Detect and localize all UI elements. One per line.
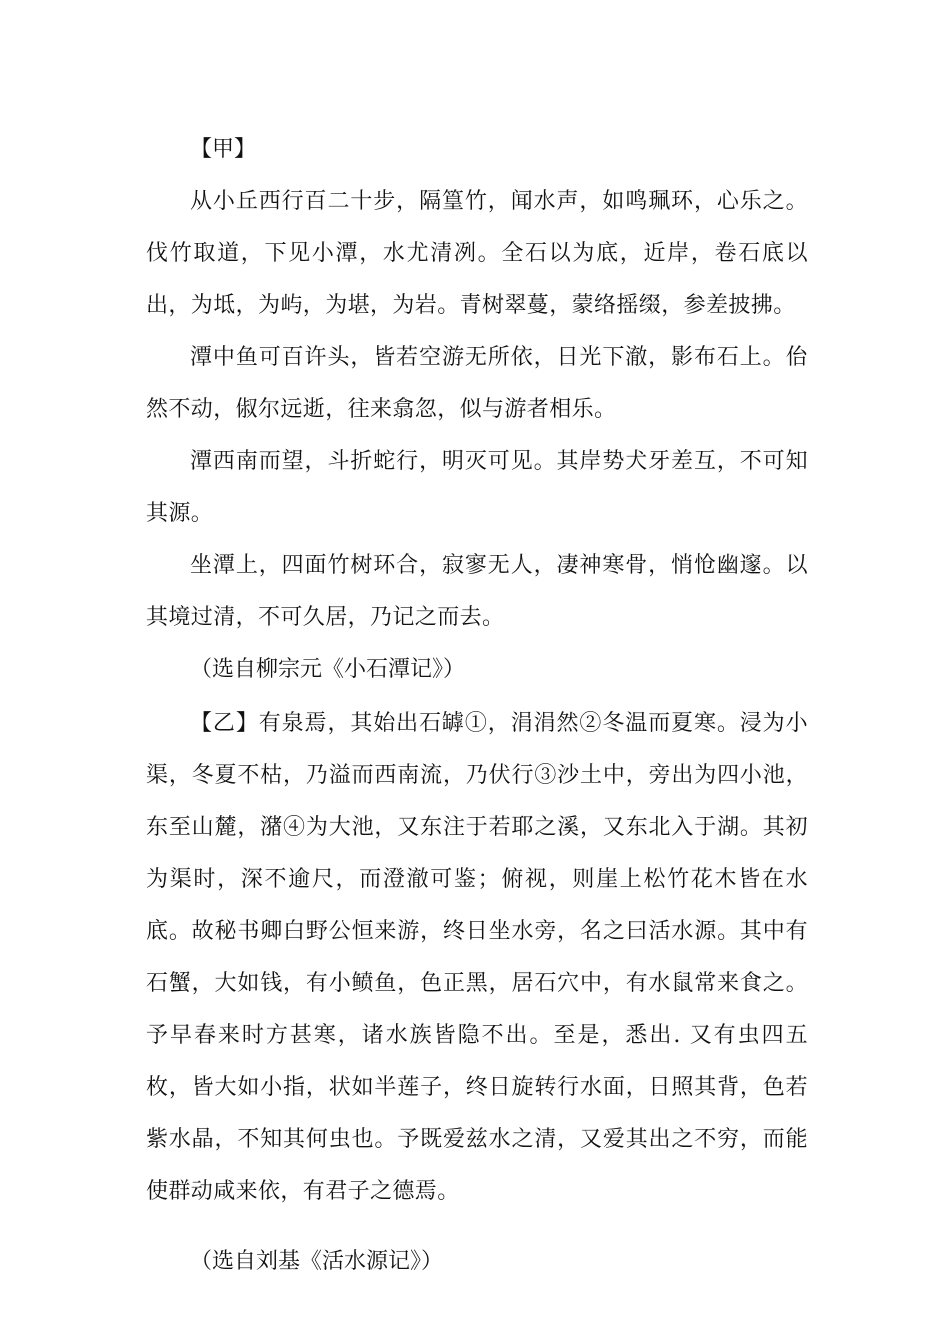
section-jia-paragraph-1: 从小丘西行百二十步，隔篁竹，闻水声，如鸣珮环，心乐之。伐竹取道，下见小潭，水尤清冽。全石以为底，近岸，卷石底以出，为坻，为屿，为堪，为岩。青树翠蔓，蒙络摇缀，参差披拂。 (146, 189, 808, 318)
section-jia-paragraph-2: 潭中鱼可百许头，皆若空游无所依，日光下澈，影布石上。佁然不动，俶尔远逝，往来翕忽，似与游者相乐。 (146, 345, 808, 422)
section-jia-paragraph-3: 潭西南而望，斗折蛇行，明灭可见。其岸势犬牙差互，不可知其源。 (146, 449, 808, 526)
section-yi-paragraph: 【乙】有泉焉，其始出石罅①，涓涓然②冬温而夏寒。浸为小渠，冬夏不枯，乃溢而西南流，乃伏行③沙土中，旁出为四小池，东至山麓，潴④为大池，又东注于若耶之溪，又东北入于湖。其初为渠时，深不逾尺，而澄澈可鉴；俯视，则崖上松竹花木皆在水底。故秘书卿白野公恒来游，终日坐水旁，名之曰活水源。其中有石蟹，大如钱，有小鲼鱼，色正黑，居石穴中，有水鼠常来食之。予早春来时方甚寒，诸水族皆隐不出。至是，悉出. 又有虫四五枚，皆大如小指，状如半莲子，终日旋转行水面，日照其背，色若紫水晶，不知其何虫也。予既爱兹水之清，又爱其出之不穷，而能使群动咸来依，有君子之德焉。 (146, 711, 808, 1204)
section-jia-label: 【甲】 (190, 137, 257, 162)
document-body (146, 124, 808, 1288)
section-jia-source: （选自柳宗元《小石潭记》） (190, 657, 466, 682)
section-yi-source: （选自刘基《活水源记》） (190, 1249, 444, 1274)
spacer (146, 1218, 808, 1236)
section-jia-paragraph-4: 坐潭上，四面竹树环合，寂寥无人，凄神寒骨，悄怆幽邃。以其境过清，不可久居，乃记之而去。 (146, 553, 808, 630)
section-yi (146, 698, 808, 1288)
